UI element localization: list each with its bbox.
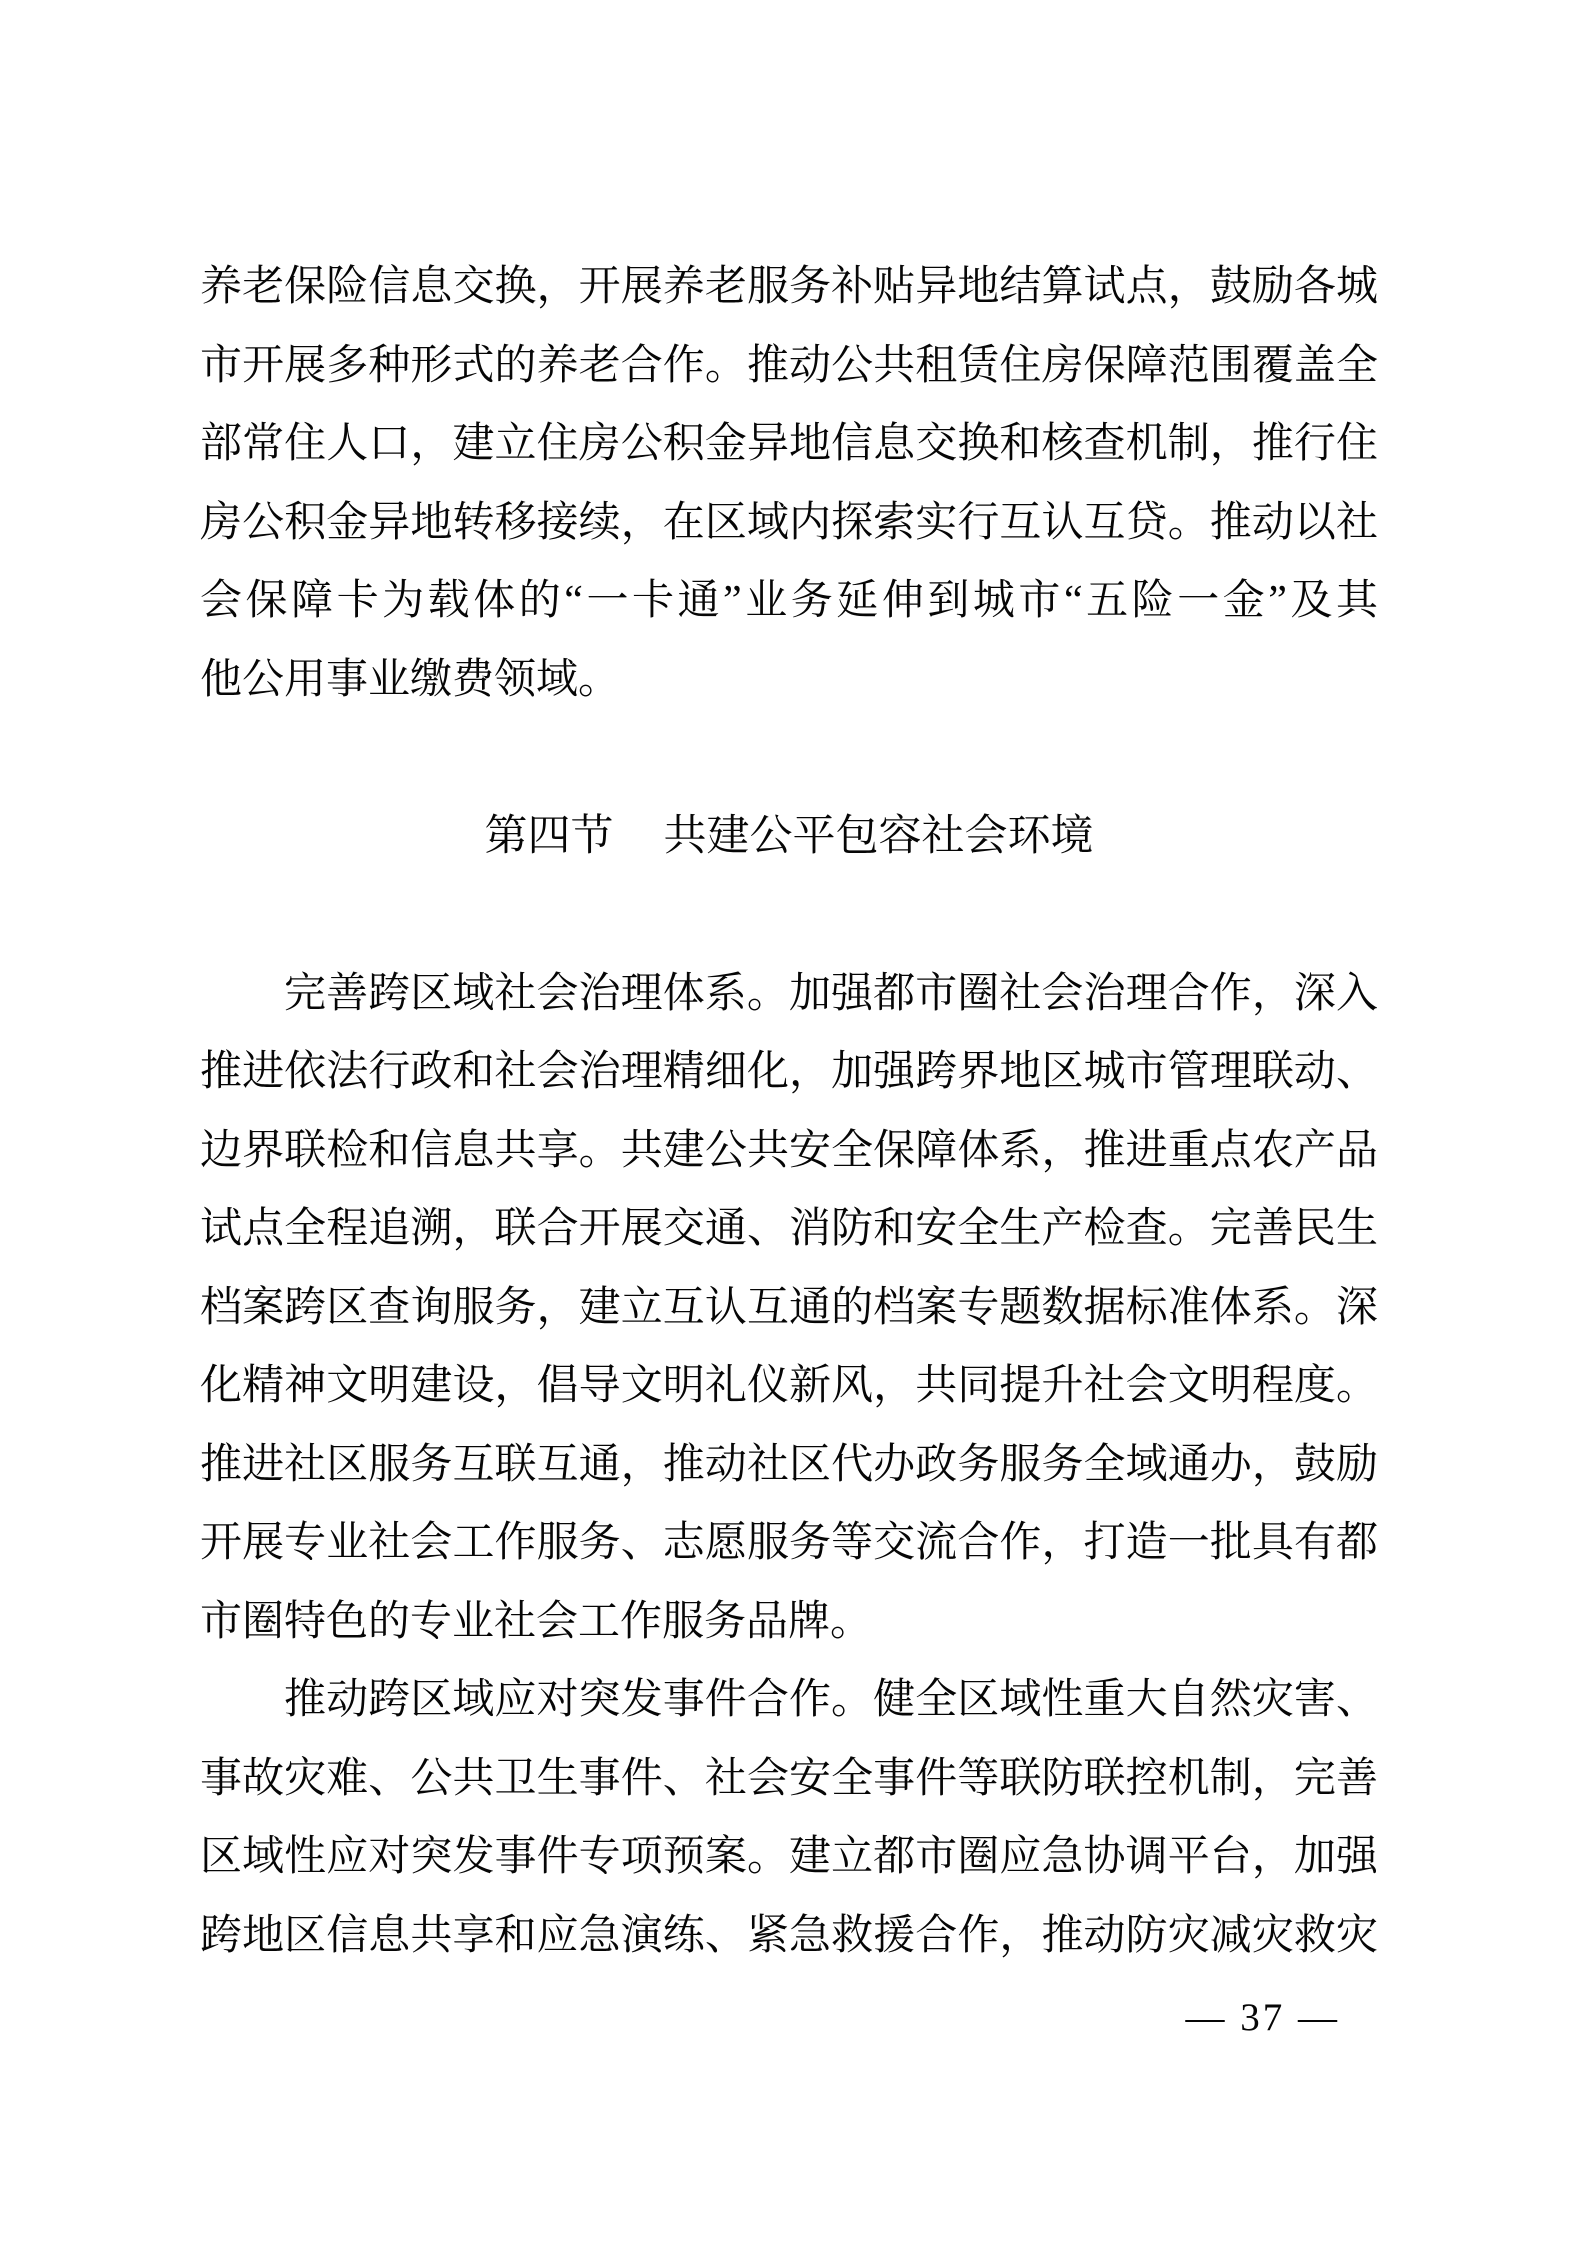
text-line: 边界联检和信息共享。共建公共安全保障体系，推进重点农产品 <box>200 1127 1378 1174</box>
text-line: 市开展多种形式的养老合作。推动公共租赁住房保障范围覆盖全 <box>200 342 1378 389</box>
text-line: 推动跨区域应对突发事件合作。健全区域性重大自然灾害、 <box>284 1677 1378 1723</box>
text-line: 区域性应对突发事件专项预案。建立都市圈应急协调平台，加强 <box>200 1834 1378 1880</box>
section-heading-title: 共建公平包容社会环境 <box>663 812 1094 860</box>
text-block <box>200 248 1378 1975</box>
text-line: 房公积金异地转移接续，在区域内探索实行互认互贷。推动以社 <box>200 499 1378 546</box>
text-line: 会保障卡为载体的“一卡通”业务延伸到城市“五险一金”及其 <box>200 578 1378 624</box>
paragraph-2 <box>200 955 1378 1662</box>
text-line: 完善跨区域社会治理体系。加强都市圈社会治理合作，深入 <box>284 970 1378 1017</box>
text-line: 他公用事业缴费领域。 <box>200 656 621 703</box>
text-line: 部常住人口，建立住房公积金异地信息交换和核查机制，推行住 <box>200 421 1378 467</box>
text-line: 化精神文明建设，倡导文明礼仪新风，共同提升社会文明程度。 <box>200 1363 1378 1409</box>
text-line: 档案跨区查询服务，建立互认互通的档案专题数据标准体系。深 <box>200 1284 1378 1331</box>
text-line: 开展专业社会工作服务、志愿服务等交流合作，打造一批具有都 <box>200 1520 1378 1566</box>
text-line: 推进社区服务互联互通，推动社区代办政务服务全域通办，鼓励 <box>200 1441 1378 1488</box>
text-line: 养老保险信息交换，开展养老服务补贴异地结算试点，鼓励各城 <box>200 264 1378 310</box>
section-heading-label: 第四节 <box>484 812 614 860</box>
paragraph-1 <box>200 248 1378 719</box>
paragraph-3 <box>200 1661 1378 1975</box>
section-heading <box>200 798 1378 877</box>
text-line: 推进依法行政和社会治理精细化，加强跨界地区城市管理联动、 <box>200 1049 1378 1095</box>
page-number: — 37 — <box>1185 1996 1340 2039</box>
text-line: 事故灾难、公共卫生事件、社会安全事件等联防联控机制，完善 <box>200 1755 1378 1802</box>
page-footer <box>1186 1992 1341 2044</box>
text-line: 试点全程追溯，联合开展交通、消防和安全生产检查。完善民生 <box>200 1206 1378 1252</box>
text-line: 市圈特色的专业社会工作服务品牌。 <box>200 1598 873 1645</box>
text-line: 跨地区信息共享和应急演练、紧急救援合作，推动防灾减灾救灾 <box>200 1912 1378 1959</box>
